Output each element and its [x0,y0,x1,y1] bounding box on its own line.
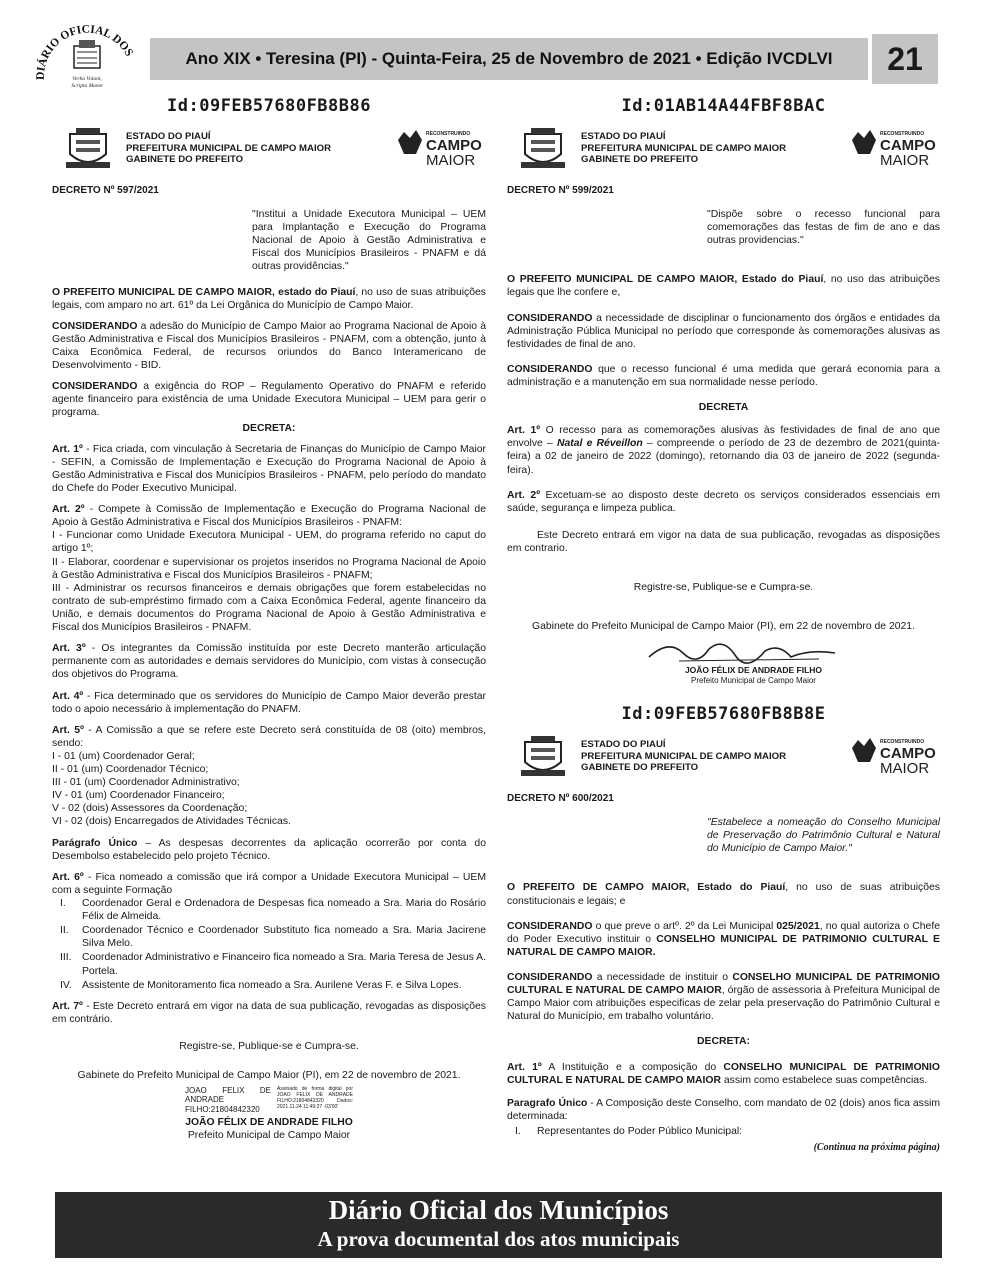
decree-599-600-column [507,96,940,1155]
letterhead-prefecture: PREFEITURA MUNICIPAL DE CAMPO MAIOR [581,142,787,154]
list-item: I. Coordenador Geral e Ordenadora de Despesas fica nomeado a Sra. Maria do Rosário Félix de Almeida. [60,898,486,923]
article-2: Art. 2º - Compete à Comissão de Implementação e Execução do Programa Nacional de Apoio à Gestão Administrativa e Fiscal dos Municípios Brasileiros - PNAFM: I - Funcionar como Unidade Executora Municipal - UEM, do programa referido no caput do artigo 1º; II - Elaborar, coordenar e supervisionar os projetos inseridos no Programa Nacional de Apoio à Gestão Administrativa e Fiscal dos Municípios Brasileiros - PNAFM; III - Administrar os recursos financeiros e demais obrigações que forem estabelecidas no contrato de sub-empréstimo firmado com a Caixa Econômica Federal, agente financeiro da União, e demais documentos do Programa Nacional de Apoio à Gestão Administrativa e Fiscal dos Municípios Brasileiros - PNAFM. [52,504,486,634]
decree-ementa: "Institui a Unidade Executora Municipal – UEM para Implantação e Execução do Programa Nacional de Apoio à Gestão Administrativa e Fiscal dos Municípios Brasileiros - PNAFM e dá outras providências." [252,209,486,273]
document-id: Id:01AB14A44FBF8BAC [621,96,826,116]
list-item: III. Coordenador Administrativo e Financeiro fica nomeado a Sra. Maria Teresa de Jesus A. Portela. [60,952,486,977]
continued-notice: (Continua na próxima página) [813,1142,940,1154]
diario-oficial-seal [30,10,142,102]
article-7: Art. 7º - Este Decreto entrará em vigor na data de sua publicação, revogadas as disposições em contrário. [52,1000,486,1025]
considerando-2: CONSIDERANDO que o recesso funcional é uma medida que gerará economia para a administração e a manutenção em sua normalidade nesse período. [507,363,940,388]
article-1: Art. 1º - Fica criada, com vinculação à Secretaria de Finanças do Município de Campo Maior - SEFIN, a Comissão de Implementação e Execução do Programa Nacional de Apoio à Gestão Administrativa e Fiscal dos Municípios Brasileiros - PNAFM, pelo período do mandato do Chefe do Poder Executivo Municipal. [52,443,486,494]
paragrafo-unico: Paragrafo Único - A Composição deste Conselho, com mandato de 02 (dois) anos fica assim determinada: [507,1097,941,1122]
svg-text:Scripta Manet: Scripta Manet [71,83,103,89]
decree-ementa: "Estabelece a nomeação do Conselho Municipal de Preservação do Patrimônio Cultural e Natural do Município de Campo Maior." [707,817,940,855]
considerando-1: CONSIDERANDO o que preve o artº. 2º da Lei Municipal 025/2021, no qual autoriza o Chefe do Poder Executivo instituir o CONSELHO MUNICIPAL DE PATRIMONIO CULTURAL E NATURAL DE CAMPO MAIOR. [507,920,940,958]
decree-ementa: "Dispõe sobre o recesso funcional para comemorações das festas de fim de ano e das outras providencias." [707,209,940,247]
page-number: 21 [872,34,938,84]
municipal-crest-icon [517,124,569,172]
list-item: IV. Assistente de Monitoramento fica nomeado a Sra. Aurilene Veras F. e Silva Lopes. [60,979,462,991]
svg-text:RECONSTRUINDO: RECONSTRUINDO [426,131,471,138]
letterhead-prefecture: PREFEITURA MUNICIPAL DE CAMPO MAIOR [581,750,787,762]
campo-maior-logo [848,734,940,778]
article-3: Art. 3º - Os integrantes da Comissão instituída por este Decreto manterão articulação permanente com as autoridades e demais servidores do Município, com vistas à consecução dos objetivos do Programa. [52,643,486,681]
svg-text:MAIOR: MAIOR [880,760,930,778]
article-5: Art. 5º - A Comissão a que se refere este Decreto será constituída de 08 (oito) membros, sendo: I - 01 (um) Coordenador Geral; II - 01 (um) Coordenador Técnico; III - 01 (um) Coordenador Administrativo; IV - 01 (um) Coordenador Financeiro; V - 02 (dois) Assessores da Coordenação; VI - 02 (dois) Encarregados de Atividades Técnicas. [52,724,486,828]
list-item: I. Representantes do Poder Público Municipal: [515,1125,743,1137]
svg-text:CAMPO: CAMPO [426,137,482,155]
letterhead [507,123,940,173]
gabinete-line: Gabinete do Prefeito Municipal de Campo Maior (PI), em 22 de novembro de 2021. [77,1070,461,1082]
svg-text:CAMPO: CAMPO [880,137,936,155]
handwritten-signature [507,635,940,665]
municipal-crest-icon [62,124,114,172]
letterhead-office: GABINETE DO PREFEITO [581,154,699,166]
considerando-1: CONSIDERANDO a necessidade de disciplinar o funcionamento dos órgãos e entidades da Administração Pública Municipal no período que corresponde às comemorações alusivas as festividades de final de ano. [507,312,940,350]
footer-banner [55,1192,942,1258]
vigor-clause: Este Decreto entrará em vigor na data de sua publicação, revogadas as disposições em contrario. [507,529,940,554]
edition-info: Ano XIX • Teresina (PI) - Quinta-Feira, 25 de Novembro de 2021 • Edição IVCDLVI [185,49,833,68]
considerando-1: CONSIDERANDO a adesão do Município de Campo Maior ao Programa Nacional de Apoio à Gestão Administrativa e Fiscal dos Municípios Brasileiros - PNAFM, com a obtenção, junto à Caixa Econômica Federal, de recursos oriundos do Banco Interamericano de Desenvolvimento - BID. [52,320,486,372]
considerando-2: CONSIDERANDO a necessidade de instituir o CONSELHO MUNICIPAL DE PATRIMONIO CULTURAL E NATURAL DE CAMPO MAIOR, órgão de assessoria à Prefeitura Municipal de Campo Maior com atribuições especificas de zelar pela preservação do Patrimônio Cultural e Natural do Município, em trabalho voluntário. [507,971,941,1023]
campo-maior-logo [394,126,486,170]
document-id: Id:09FEB57680FB8B8E [621,704,826,725]
letterhead [507,731,940,781]
letterhead-state: ESTADO DO PIAUÍ [126,130,211,142]
digital-signature-stamp: Assinado de forma digital por JOAO FELIX DE ANDRADE FILHO:21804842320 Dados: 2021.11.24 11:49:27 -03'00' [277,1086,353,1111]
letterhead-office: GABINETE DO PREFEITO [126,154,244,166]
preamble: O PREFEITO MUNICIPAL DE CAMPO MAIOR, Estado do Piauí, no uso das atribuições legais que lhe confere e, [507,274,940,299]
municipal-crest-icon [517,732,569,780]
footer-title: Diário Oficial dos Municípios [328,1195,669,1225]
article-6: Art. 6º - Fica nomeado a comissão que irá compor a Unidade Executora Municipal – UEM com a seguinte Formação I. Coordenador Geral e Ordenadora de Despesas fica nomeado a Sra. Maria do Rosário Félix de Almeida. II. Coordenador Técnico e Coordenador Substituto fica nomeado a Sra. Maria Jacirene Silva Melo. III. Coordenador Administrativo e Financeiro fica nomeado a Sra. Maria Teresa de Jesus A. Portela. IV. Assistente de Monitoramento fica nomeado a Sra. Aurilene Veras F. e Silva Lopes. [52,871,487,991]
decree-number: DECRETO Nº 600/2021 [507,793,614,805]
letterhead [52,123,486,173]
svg-text:DIÁRIO OFICIAL DOS MUNICÍPIOS: DIÁRIO OFICIAL DOS [34,23,136,81]
masthead-bar [150,38,868,80]
svg-text:RECONSTRUINDO: RECONSTRUINDO [880,739,925,746]
preamble: O PREFEITO MUNICIPAL DE CAMPO MAIOR, estado do Piauí, no uso de suas atribuições legais, com amparo no art. 61º da Lei Orgânica do Município de Campo Maior. [52,286,486,311]
svg-text:MAIOR: MAIOR [426,152,476,170]
article-1: Art. 1º A Instituição e a composição do CONSELHO MUNICIPAL DE PATRIMONIO CULTURAL E NATURAL DE CAMPO MAIOR assim como estabelece suas competências. [507,1061,940,1086]
article-4: Art. 4º - Fica determinado que os servidores do Município de Campo Maior deverão prestar todo o apoio necessário à implementação do PNAFM. [52,690,486,715]
decree-number: DECRETO Nº 599/2021 [507,185,614,197]
footer-subtitle: A prova documental dos atos municipais [317,1227,680,1251]
decreta-heading: DECRETA: [242,422,296,434]
preamble: O PREFEITO DE CAMPO MAIOR, Estado do Piauí, no uso de suas atribuições constitucionais e legais; e [507,882,940,907]
letterhead-state: ESTADO DO PIAUÍ [581,130,666,142]
document-id: Id:09FEB57680FB8B86 [167,96,371,116]
digital-signature [52,1086,486,1114]
paragrafo-unico: Parágrafo Único – As despesas decorrentes da aplicação ocorrerão por conta do Desembolso estabelecido pelo projeto Técnico. [52,837,486,862]
letterhead-prefecture: PREFEITURA MUNICIPAL DE CAMPO MAIOR [126,142,332,154]
decreta-heading: DECRETA: [697,1036,750,1048]
registre-line: Registre-se, Publique-se e Cumpra-se. [633,582,814,594]
svg-text:Verba Volant,: Verba Volant, [72,76,102,82]
signer-role: Prefeito Municipal de Campo Maior [691,676,816,685]
list-item: II. Coordenador Técnico e Coordenador Substituto fica nomeado a Sra. Maria Jacirene Silva Melo. [60,925,486,950]
signer-name: JOÃO FÉLIX DE ANDRADE FILHO [185,1116,353,1128]
digital-signer-name: JOAO FELIX DE ANDRADE FILHO:21804842320 [185,1086,271,1114]
gabinete-line: Gabinete do Prefeito Municipal de Campo Maior (PI), em 22 de novembro de 2021. [532,621,915,633]
considerando-2: CONSIDERANDO a exigência do ROP – Regulamento Operativo do PNAFM e referido agente financeiro para existência de uma Unidade Executora Municipal – UEM para gerir o programa. [52,381,486,419]
signer-role: Prefeito Municipal de Campo Maior [187,1129,351,1141]
svg-text:RECONSTRUINDO: RECONSTRUINDO [880,131,925,138]
registre-line: Registre-se, Publique-se e Cumpra-se. [179,1041,359,1053]
article-2: Art. 2º Excetuam-se ao disposto deste decreto os serviços considerados essenciais em saúde, segurança e limpeza publica. [507,489,940,514]
campo-maior-logo [848,126,940,170]
signer-name: JOÃO FÉLIX DE ANDRADE FILHO [684,665,823,676]
decreta-heading: DECRETA [698,402,749,414]
svg-text:CAMPO: CAMPO [880,745,936,763]
decree-number: DECRETO Nº 597/2021 [52,185,159,197]
letterhead-state: ESTADO DO PIAUÍ [581,738,666,750]
decree-597-column [52,96,486,1142]
article-1: Art. 1º O recesso para as comemorações alusivas às festividades de final de ano que envolve – Natal e Réveillon – compreende o período de 23 de dezembro de 2021(quinta-feira) a 02 de janeiro de 2022 (domingo), retornando dia 03 de janeiro de 2022 (segunda-feira). [507,425,940,476]
letterhead-office: GABINETE DO PREFEITO [581,762,699,774]
svg-text:MAIOR: MAIOR [880,152,930,170]
